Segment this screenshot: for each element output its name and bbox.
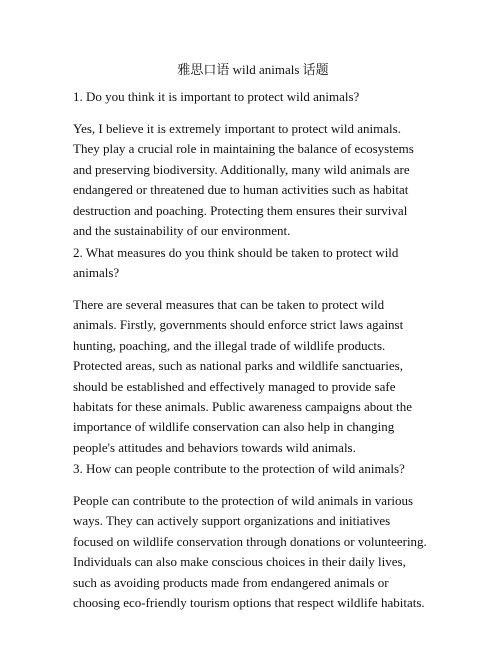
question-2 [73,243,398,284]
answer-2-line-4: Protected areas, such as national parks and wildlife sanctuaries, [73,358,403,374]
answer-3 [73,491,427,613]
answer-1-line-2: They play a crucial role in maintaining the balance of ecosystems [73,141,414,157]
answer-1-line-6: and the sustainability of our environment. [73,223,291,239]
answer-2-line-3: hunting, poaching, and the illegal trade of wildlife products. [73,337,386,353]
question-1 [73,87,359,107]
answer-2-line-5: should be established and effectively managed to provide safe [73,378,396,394]
answer-3-line-3: focused on wildlife conservation through donations or volunteering. [73,533,427,549]
answer-2-line-2: animals. Firstly, governments should enforce strict laws against [73,317,404,333]
answer-2-line-8: people's attitudes and behaviors towards wild animals. [73,439,356,455]
question-1-line: 1. Do you think it is important to protect wild animals? [73,89,360,104]
document-title: 雅思口语 wild animals 话题 [177,62,329,77]
answer-3-line-4: Individuals can also make conscious choices in their daily lives, [73,554,406,570]
question-2-line-1: 2. What measures do you think should be taken to protect wild [73,245,399,260]
answer-1-line-4: endangered or threatened due to human activities such as habitat [73,182,409,198]
answer-2-line-6: habitats for these animals. Public awareness campaigns about the [73,399,412,415]
answer-1-line-3: and preserving biodiversity. Additionally, many wild animals are [73,161,410,177]
answer-1 [73,119,414,241]
question-2-line-2: animals? [73,265,120,281]
question-3 [73,459,405,479]
answer-3-line-1: People can contribute to the protection of wild animals in various [73,493,414,508]
answer-1-line-5: destruction and poaching. Protecting them ensures their survival [73,202,408,218]
answer-3-line-6: choosing eco-friendly tourism options that respect wildlife habitats. [73,595,425,611]
answer-3-line-2: ways. They can actively support organizations and initiatives [73,513,391,529]
answer-1-line-1: Yes, I believe it is extremely important to protect wild animals. [73,121,401,136]
answer-3-line-5: such as avoiding products made from endangered animals or [73,574,389,590]
answer-2-line-1: There are several measures that can be taken to protect wild [73,297,385,312]
answer-2-line-7: importance of wildlife conservation can also help in changing [73,419,395,435]
question-3-line: 3. How can people contribute to the protection of wild animals? [73,461,405,476]
answer-2 [73,295,412,458]
